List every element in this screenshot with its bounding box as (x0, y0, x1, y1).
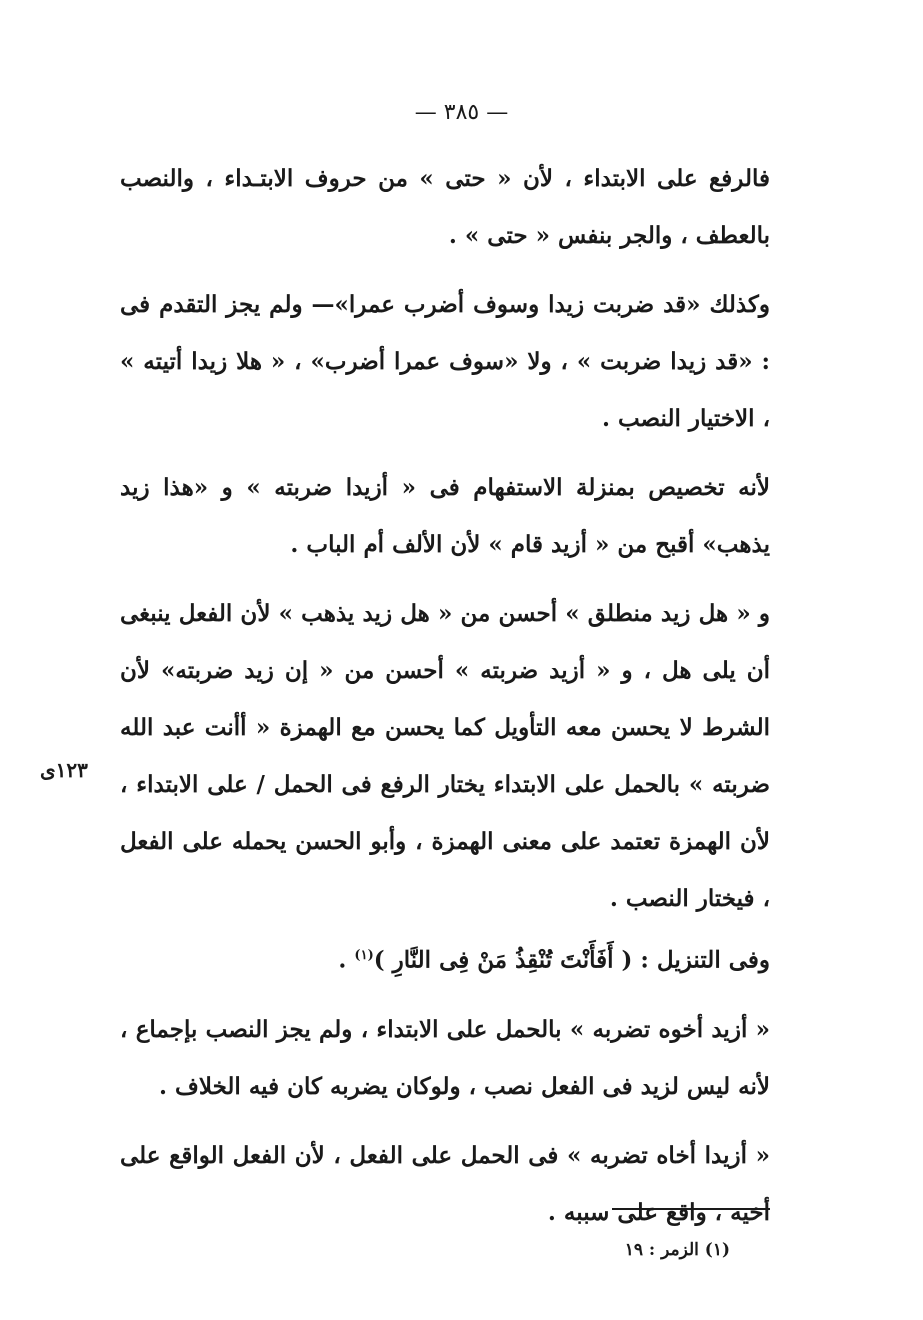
verse-close: ) (373, 946, 385, 974)
footnote: (١) الزمر : ١٩ (624, 1240, 730, 1260)
verse-prefix: وفى التنزيل : ( (621, 946, 770, 974)
paragraph-4: و « هل زيد منطلق » أحسن من « هل زيد يذهب » لأن الفعل ينبغى أن يلى هل ، و « أزيد ضربته » أحسن من « إن زيد ضربته» لأن الشرط لا يحسن معه التأويل كما يحسن مع الهمزة « أأنت عبد الله ضربته » بالحمل على الابتداء يختار الرفع فى الحمل / على الابتداء ، لأن الهمزة تعتمد على معنى الهمزة ، وأبو الحسن يحمله على الفعل ، فيختار النصب . (120, 600, 770, 912)
page-number: — ٣٨٥ — (414, 100, 509, 125)
paragraph-5: « أزيد أخوه تضربه » بالحمل على الابتداء ، ولم يجز النصب بإجماع ، لأنه ليس لزيد فى الفعل نصب ، ولوكان يضربه كان فيه الخلاف . (120, 1015, 770, 1100)
verse-end: . (338, 946, 355, 974)
main-text (120, 150, 770, 1241)
margin-manuscript-ref: ١٢٣ى (40, 758, 88, 782)
paragraph-3: لأنه تخصيص بمنزلة الاستفهام فى « أزيدا ضربته » و «هذا زيد يذهب» أقبح من « أزيد قام » لأن الألف أم الباب . (120, 474, 770, 558)
footnote-divider (612, 1208, 770, 1210)
paragraph-6: « أزيدا أخاه تضربه » فى الحمل على الفعل ، لأن الفعل الواقع على أخيه ، واقع على سببه . (120, 1141, 770, 1226)
paragraph-1: فالرفع على الابتداء ، لأن « حتى » من حروف الابتـداء ، والنصب بالعطف ، والجر بنفس « حتى » . (120, 165, 770, 249)
verse-paragraph (120, 927, 770, 989)
quran-verse: أَفَأَنْتَ تُنْقِذُ مَنْ فِى النَّارِ (384, 946, 622, 974)
paragraph-2: وكذلك «قد ضربت زيدا وسوف أضرب عمرا»— ولم يجز التقدم فى : «قد زيدا ضربت » ، ولا «سوف عمرا أضرب» ، « هلا زيدا أتيته » ، الاختيار النصب . (120, 291, 770, 432)
footnote-ref: (١) (354, 948, 374, 963)
